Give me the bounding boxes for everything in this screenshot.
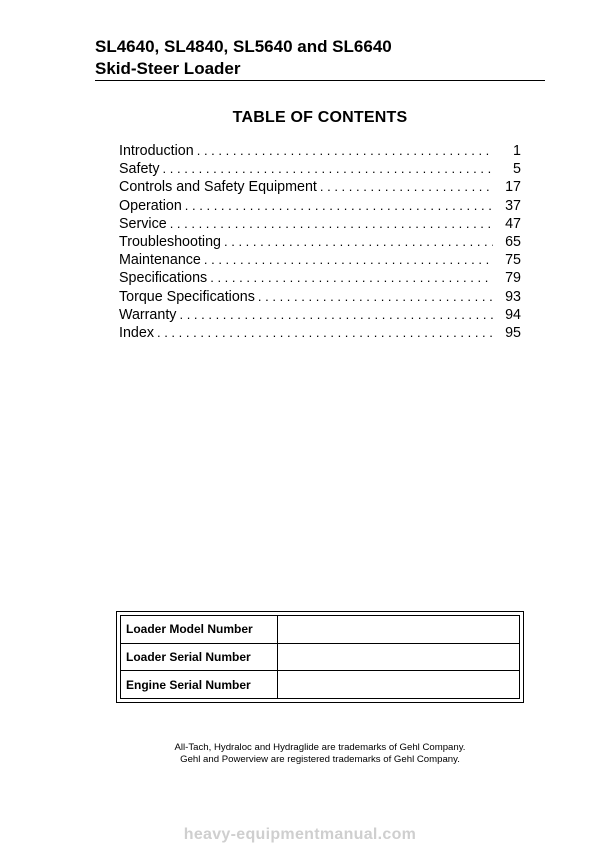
toc-entry-service[interactable]	[119, 215, 521, 233]
dot-leader	[197, 142, 493, 160]
toc-entry-label: Safety	[119, 161, 160, 178]
toc-entry-label: Service	[119, 215, 167, 232]
toc-entry-operation[interactable]	[119, 197, 521, 215]
dot-leader	[258, 288, 493, 306]
toc-entry-specifications[interactable]	[119, 269, 521, 287]
model-title: SL4640, SL4840, SL5640 and SL6640	[95, 37, 392, 56]
toc-entry-label: Warranty	[119, 306, 177, 323]
dot-leader	[320, 178, 493, 196]
dot-leader	[185, 197, 493, 215]
toc-entry-page: 75	[505, 252, 521, 269]
loader-serial-row	[121, 643, 519, 671]
toc-entry-label: Maintenance	[119, 252, 201, 269]
toc-entry-label: Index	[119, 324, 154, 341]
toc-entry-controls[interactable]	[119, 178, 521, 196]
watermark: heavy-equipmentmanual.com	[183, 826, 417, 843]
toc-entry-warranty[interactable]	[119, 306, 521, 324]
toc-entry-label: Operation	[119, 197, 182, 214]
table-of-contents	[119, 142, 521, 342]
serial-number-table-inner	[120, 615, 520, 699]
engine-serial-row	[121, 670, 519, 698]
engine-serial-label: Engine Serial Number	[121, 671, 278, 698]
toc-entry-page: 94	[505, 306, 521, 323]
header-divider	[95, 80, 545, 81]
toc-entry-page: 5	[513, 161, 521, 178]
toc-entry-label: Introduction	[119, 143, 194, 159]
toc-entry-label: Torque Specifications	[119, 288, 255, 305]
toc-entry-page: 17	[505, 179, 521, 196]
toc-entry-label: Troubleshooting	[119, 233, 221, 250]
toc-entry-troubleshooting[interactable]	[119, 233, 521, 251]
toc-entry-label: Controls and Safety Equipment	[119, 179, 317, 196]
trademark-line-2: Gehl and Powerview are registered trademarks of Gehl Company.	[180, 754, 460, 765]
loader-model-row	[121, 616, 519, 643]
document-header	[95, 36, 545, 80]
dot-leader	[163, 160, 493, 178]
loader-serial-label: Loader Serial Number	[121, 644, 278, 671]
trademark-line-1: All-Tach, Hydraloc and Hydraglide are trademarks of Gehl Company.	[174, 742, 466, 753]
dot-leader	[210, 269, 493, 287]
loader-model-field[interactable]	[278, 616, 519, 643]
dot-leader	[179, 306, 493, 324]
toc-entry-page: 93	[505, 288, 521, 305]
trademark-notice	[95, 742, 545, 766]
toc-entry-safety[interactable]	[119, 160, 521, 178]
dot-leader	[157, 324, 493, 342]
loader-model-label: Loader Model Number	[121, 616, 278, 643]
toc-entry-page: 47	[505, 215, 521, 232]
toc-entry-page: 95	[505, 324, 521, 341]
dot-leader	[170, 215, 493, 233]
toc-entry-introduction[interactable]	[119, 142, 521, 160]
loader-serial-field[interactable]	[278, 644, 519, 671]
toc-entry-page: 79	[505, 270, 521, 287]
toc-entry-label: Specifications	[119, 270, 208, 287]
toc-entry-maintenance[interactable]	[119, 251, 521, 269]
product-title: Skid-Steer Loader	[95, 59, 241, 78]
serial-number-table	[116, 611, 524, 703]
dot-leader	[224, 233, 493, 251]
toc-entry-page: 1	[513, 143, 521, 159]
toc-entry-torque-specifications[interactable]	[119, 288, 521, 306]
engine-serial-field[interactable]	[278, 671, 519, 698]
toc-entry-index[interactable]	[119, 324, 521, 342]
toc-heading: TABLE OF CONTENTS	[232, 109, 408, 126]
toc-entry-page: 37	[505, 197, 521, 214]
toc-entry-page: 65	[505, 233, 521, 250]
dot-leader	[204, 251, 493, 269]
